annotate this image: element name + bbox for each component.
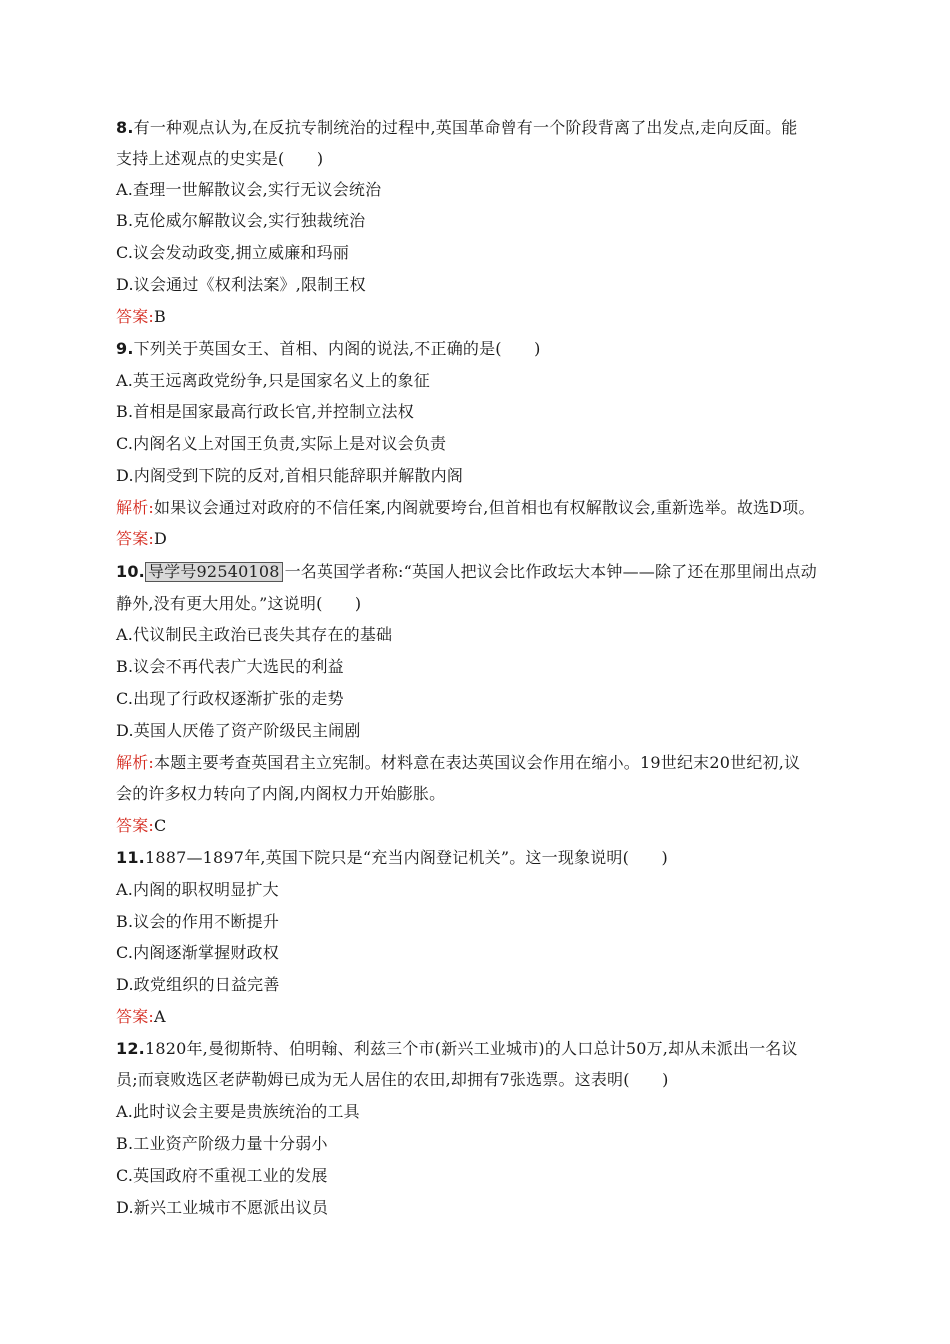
q11-answer-label: 答案:	[116, 1007, 154, 1026]
q9-answer	[116, 528, 167, 550]
q8-option-d: D.议会通过《权利法案》,限制王权	[116, 275, 366, 294]
q10-stem-line-1	[116, 561, 817, 583]
q10-option-c: C.出现了行政权逐渐扩张的走势	[116, 689, 344, 708]
q9-option-b: B.首相是国家最高行政长官,并控制立法权	[116, 402, 414, 421]
q12-option-d: D.新兴工业城市不愿派出议员	[116, 1198, 329, 1217]
q10-option-b: B.议会不再代表广大选民的利益	[116, 657, 344, 676]
q12-number: 12.	[116, 1039, 145, 1058]
q9-answer-value: D	[154, 529, 168, 548]
q10-answer	[116, 815, 166, 837]
q10-analysis-text-1: 本题主要考查英国君主立宪制。材料意在表达英国议会作用在缩小。19世纪末20世纪初,议	[154, 753, 801, 772]
q10-option-d: D.英国人厌倦了资产阶级民主闹剧	[116, 721, 361, 740]
q8-option-a: A.查理一世解散议会,实行无议会统治	[116, 180, 382, 199]
q11-answer	[116, 1006, 166, 1028]
q10-analysis-label: 解析:	[116, 753, 154, 772]
q8-answer	[116, 306, 166, 328]
q12-stem-line-1	[116, 1038, 798, 1060]
q10-answer-value: C	[154, 816, 167, 835]
q10-option-a: A.代议制民主政治已丧失其存在的基础	[116, 625, 393, 644]
q8-option-b: B.克伦威尔解散议会,实行独裁统治	[116, 211, 366, 230]
q12-stem-line-2: 员;而衰败选区老萨勒姆已成为无人居住的农田,却拥有7张选票。这表明( )	[116, 1070, 669, 1089]
q11-option-c: C.内阁逐渐掌握财政权	[116, 943, 279, 962]
q10-analysis-line-1	[116, 752, 800, 774]
q10-stem-text-1: 一名英国学者称:“英国人把议会比作政坛大本钟——除了还在那里闹出点动	[284, 562, 817, 581]
q11-option-a: A.内阁的职权明显扩大	[116, 880, 279, 899]
q8-answer-value: B	[154, 307, 166, 326]
q8-stem-line-1	[116, 117, 797, 139]
q10-number: 10.	[116, 562, 145, 581]
q11-stem-line-1	[116, 847, 668, 869]
q11-option-d: D.政党组织的日益完善	[116, 975, 280, 994]
q9-answer-label: 答案:	[116, 529, 154, 548]
q8-answer-label: 答案:	[116, 307, 154, 326]
q12-stem-text-1: 1820年,曼彻斯特、伯明翰、利兹三个市(新兴工业城市)的人口总计50万,却从未派出一名议	[144, 1039, 798, 1058]
q8-stem-text-1: 有一种观点认为,在反抗专制统治的过程中,英国革命曾有一个阶段背离了出发点,走向反面。能	[133, 118, 798, 137]
q8-number: 8.	[116, 118, 134, 137]
q10-answer-label: 答案:	[116, 816, 154, 835]
q12-option-c: C.英国政府不重视工业的发展	[116, 1166, 328, 1185]
q9-analysis-label: 解析:	[116, 498, 154, 517]
q10-guide-tag[interactable]: 导学号92540108	[145, 562, 283, 582]
q11-option-b: B.议会的作用不断提升	[116, 912, 280, 931]
q9-option-c: C.内阁名义上对国王负责,实际上是对议会负责	[116, 434, 447, 453]
q10-stem-line-2: 静外,没有更大用处。”这说明( )	[116, 594, 362, 613]
q11-answer-value: A	[154, 1007, 166, 1026]
q9-option-d: D.内阁受到下院的反对,首相只能辞职并解散内阁	[116, 466, 464, 485]
q9-option-a: A.英王远离政党纷争,只是国家名义上的象征	[116, 371, 430, 390]
q9-number: 9.	[116, 339, 134, 358]
q11-number: 11.	[116, 848, 145, 867]
q8-stem-line-2: 支持上述观点的史实是( )	[116, 149, 324, 168]
q12-option-a: A.此时议会主要是贵族统治的工具	[116, 1102, 360, 1121]
q10-analysis-line-2: 会的许多权力转向了内阁,内阁权力开始膨胀。	[116, 784, 446, 803]
q9-stem-text-1: 下列关于英国女王、首相、内阁的说法,不正确的是( )	[133, 339, 541, 358]
q8-option-c: C.议会发动政变,拥立威廉和玛丽	[116, 243, 350, 262]
q11-stem-text-1: 1887—1897年,英国下院只是“充当内阁登记机关”。这一现象说明( )	[144, 848, 668, 867]
q9-analysis-text: 如果议会通过对政府的不信任案,内阁就要垮台,但首相也有权解散议会,重新选举。故选D项。	[154, 498, 815, 517]
q12-option-b: B.工业资产阶级力量十分弱小	[116, 1134, 328, 1153]
q9-analysis	[116, 497, 815, 519]
q9-stem-line-1	[116, 338, 541, 360]
